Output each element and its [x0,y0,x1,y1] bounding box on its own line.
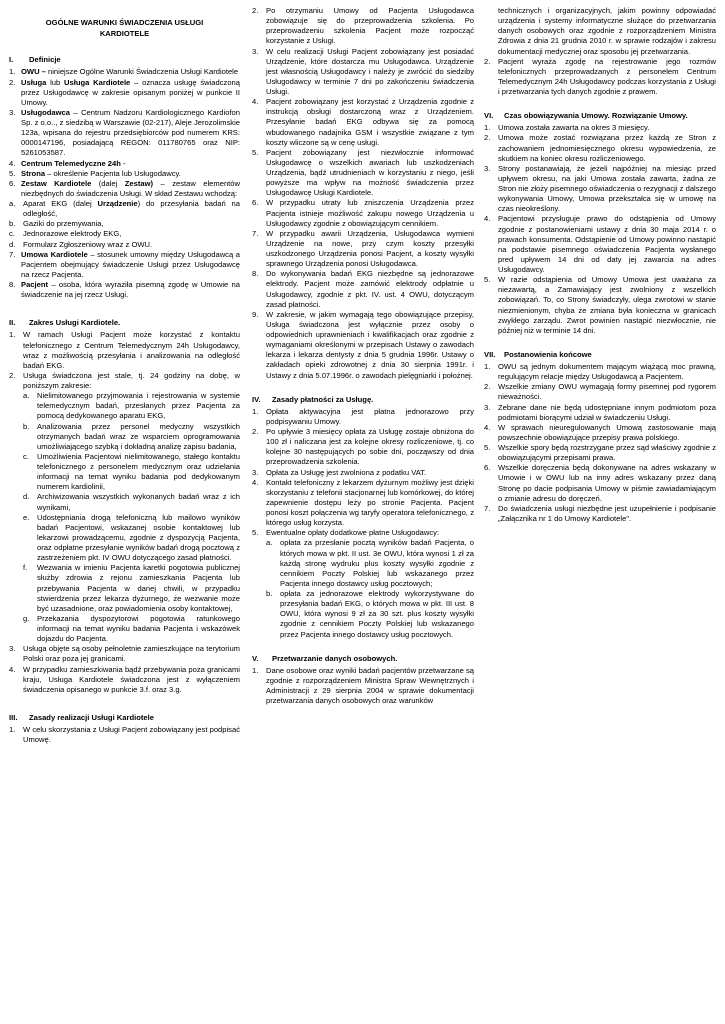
list-item: 3. Zebrane dane nie będą udostępniane innym podmiotom poza podmiotami biorącymi udział w świadczeniu Usługi. [484,402,716,422]
list-item: 2. Umowa może zostać rozwiązana przez każdą ze Stron z zachowaniem jednomiesięcznego okresu wypowiedzenia, ze skutkiem na koniec okresu rozliczeniowego. [484,133,716,163]
zestaw-list [9,199,240,250]
list-item: 1. OWU – niniejsze Ogólne Warunki Świadczenia Usługi Kardiotele [9,67,239,77]
list-item: 5. Pacjent zobowiązany jest niezwłocznie informować Usługodawcę o wszelkich awariach lub uszkodzeniach Urządzenia, bądź utrudnieniach w korzystaniu z niego, jeśli powyższe ma wpływ na możność świadczenia przez Usługodawcę Usługi Kardiotele. [252,147,474,198]
list-item: d. Formularz Zgłoszeniowy wraz z OWU. [9,239,153,249]
list-item: 8. Pacjent – osoba, która wyraziła pisemną zgodę w Umowie na świadczenie na jej rzecz Usługi. [9,280,240,300]
list-item: 3. Usługodawca – Centrum Nadzoru Kardiologicznego Kardiofon Sp. z o.o.., z siedzibą w Warszawie (02-217), Aleje Jerozolimskie 123a, wpisana do rejestru przedsiębiorców pod numerem KRS: 0000147196, posiadającą REGON: 011780765 oraz NIP: 5261053587. [9,107,240,158]
section-heading-definitions: I. Definicje [9,55,61,65]
list-item: a. Nielimitowanego przyjmowania i rejestrowania w systemie telemedycznym badań, przesłanych przez Pacjenta za pomocą dedykowanego aparatu EKG, [23,391,240,421]
realization-list [9,725,240,745]
list-item: 7. Do świadczenia usługi niezbędne jest uzupełnienie i podpisanie „Załącznika nr 1 do Umowy Kardiotele". [484,503,716,523]
list-item: 9. W zakresie, w jakim wymagają tego obowiązujące przepisy, Usługa świadczona jest wyłącznie przez osoby o odpowiednich uprawnieniach i kwalifikacjach oraz zgodnie z wymaganiami określonymi w przepisach Ustawy o zawodach lekarza i lekarza dentysty z dnia 5 grudnia 1996r. Ustawy o zakładach opieki zdrowotnej z dnia 30 sierpnia 1991r. i Ustawy z dnia 5.07.1996r. o zawodach pielęgniarki i położnej. [252,309,474,380]
list-item: 1. Dane osobowe oraz wyniki badań pacjentów przetwarzane są zgodnie z rozporządzeniem Ministra Spraw Wewnętrznych i Administracji z 29 sierpnia 2004 w sprawie dokumentacji przetwarzania danych osobowych oraz warunków [252,665,474,706]
document-title: OGÓLNE WARUNKI ŚWIADCZENIA USŁUGI KARDIOTELE [45,18,204,38]
list-item: 5. Ewentualne opłaty dodatkowe płatne Usługodawcy: a. opłata za przesłanie pocztą wyników badań Pacjenta, o których mowa w pkt. II ust. 3e OWU, która wynosi 1 zł za każdą stronę wydruku plus koszty wysyłki zgodnie z cennikiem Poczty Polskiej lub wskazanego przez Pacjenta innego dostawcy usług pocztowych; b. opłata za jednorazowe elektrody wykorzystywane do przesyłania badań EKG, o których mowa w pkt. III ust. 8 OWU, która wynosi 9 zł za 30 szt. plus koszty wysyłki zgodnie z cennikiem Poczty Polskiej lub wskazanego przez Pacjenta innego dostawcy usług pocztowych. [252,528,474,639]
list-item: 5. Strona – określenie Pacjenta lub Usługodawcy. [9,168,181,178]
column-2 [252,6,474,706]
list-item: 4. Centrum Telemedyczne 24h - [9,158,126,168]
list-item: b. Analizowania przez personel medyczny wszystkich otrzymanych badań wraz ze wsparciem oprogramowania umożliwiającego szybką i dokładną analizę zapisu badania, [23,421,240,451]
list-item: 5. W razie odstąpienia od Umowy Umowa jest uważana za niezawartą, a Zamawiający jest zwolniony z wszelkich zobowiązań. To, co Strony świadczyły, ulega zwrotowi w stanie niezmienionym, chyba że zmiana była konieczna w granicach zwykłego zarządu. Zwrot powinien nastąpić niezwłocznie, nie później niż w terminie 14 dni. [484,275,716,335]
column-3 [484,6,716,524]
list-item: 6. Wszelkie doręczenia będą dokonywane na adres wskazany w Umowie i w OWU lub na inny adres wskazany przez daną Stronę po dacie podpisania Umowy w piśmie zawiadamiającym o zmianie adresu do doręczeń. [484,463,716,503]
list-item: 7. W przypadku awarii Urządzenia, Usługodawca wymieni Urządzenie na nowe, przy czym koszty przesyłki uszkodzonego Urządzenia ponosi Pacjent, a koszty wysyłki sprawnego Urządzenia ponosi Usługodawca. [252,228,474,269]
list-item: 4. W sprawach nieuregulowanych Umową zastosowanie mają powszechnie obowiązujące przepisy prawa polskiego. [484,422,716,442]
list-item: 6. Zestaw Kardiotele (dalej Zestaw) – zestaw elementów niezbędnych do świadczenia Usługi. W skład Zestawu wchodzą: a. Aparat EKG (dalej Urządzenie) do przesyłania badań na odległość, b. Gaziki do przemywania, c. Jednorazowe elektrody EKG, d. Formularz Zgłoszeniowy wraz z OWU. [9,178,241,249]
list-item: 1. W celu skorzystania z Usługi Pacjent zobowiązany jest podpisać Umowę. [9,725,240,745]
list-item: a. Aparat EKG (dalej Urządzenie) do przesyłania badań na odległość, [9,199,241,219]
column-1 [9,6,240,745]
section-heading-data-processing: V. Przetwarzanie danych osobowych. [252,653,398,663]
list-item: 3. Strony postanawiają, że jeżeli najpóźniej na miesiąc przed upływem okresu, na jaki Umowa została zawarta, żadna ze Stron nie złoży pisemnego oświadczenia o rezygnacji z dalszego wykonywania Umowy, Umowa przekształca się w umowę na czas nieokreślony. [484,163,716,214]
list-item: 1. OWU są jednym dokumentem mającym wiążącą moc prawną, regulującym relacje między Usługodawcą a Pacjentem. [484,362,716,382]
list-item: 2. Po upływie 3 miesięcy opłata za Usługę zostaje obniżona do 100 zł i naliczana jest za kolejne okresy rozliczeniowe, tj. co kolejne 30 następujących po sobie dni, począwszy od dnia przeprowadzenia szkolenia. [252,427,474,467]
list-item: 2. Wszelkie zmiany OWU wymagają formy pisemnej pod rygorem nieważności. [484,382,716,402]
list-item: b. Gaziki do przemywania, [9,219,104,229]
list-item: 3. Usługa objęte są osoby pełnoletnie zamieszkujące na terytorium Polski oraz poza jej granicami. [9,644,240,664]
list-item: 2. Po otrzymaniu Umowy od Pacjenta Usługodawca zobowiązuje się do przeprowadzenia szkolenia. Po przeprowadzeniu szkolenia Pacjent może rozpocząć korzystanie z Usługi. [252,6,474,46]
section-heading-scope: II. Zakres Usługi Kardiotele. [9,318,121,328]
list-item: 1. Opłata aktywacyjna jest płatna jednorazowo przy podpisywaniu Umowy. [252,406,474,426]
list-item: 2. Usługa lub Usługa Kardiotele – oznacza usługę świadczoną przez Usługodawcę w zakresie opisanym poniżej w punkcie II Umowy. [9,77,241,107]
list-item: 2. Usługa świadczona jest stale, tj. 24 godziny na dobę, w poniższym zakresie: a. Nielimitowanego przyjmowania i rejestrowania w systemie telemedycznym badań, przesłanych przez Pacjenta za pomocą dedykowanego aparatu EKG, b. Analizowania przez personel medyczny wszystkich otrzymanych badań wraz ze wsparciem oprogramowania umożliwiającego szybką i dokładną analizę zapisu badania, c. Umożliwienia Pacjentowi nielimitowanego, stałego kontaktu telefonicznego z personelem medycznym oraz udzielania informacji na temat wyniku badania pod dedykowanym numerem kardiolinii, d. Archiwizowania wszystkich wykonanych badań wraz z ich wynikami, e. Udostępniania drogą telefoniczną lub mailowo wyników badań Pacjentowi, wskazanej osobie kontaktowej lub lekarzowi prowadzącemu, zgodnie z dyspozycją Pacjenta, oraz odpłatne przesyłanie wyników badań drogą pocztową z zastrzeżeniem pkt. IV OWU dotyczącego zasad płatności. f. Wezwania w imieniu Pacjenta karetki pogotowia publicznej służby zdrowia z rejonu zamieszkania Pacjenta lub przebywania Pacjenta w danej chwili, w przypadku stwierdzenia przez lekarza dyżurnego, że wezwanie może być uzasadnione, oraz powiadomienia osoby kontaktowej, g. Przekazania dyspozytorowi pogotowia ratunkowego informacji na temat wyniku badania Pacjenta i wskazówek dojazdu do Pacjenta. [9,370,240,644]
duration-list [484,123,716,336]
list-item: a. opłata za przesłanie pocztą wyników badań Pacjenta, o których mowa w pkt. II ust. 3e OWU, która wynosi 1 zł za każdą stronę wydruku plus koszty wysyłki zgodnie z cennikiem Poczty Polskiej lub wskazanego przez Pacjenta innego dostawcy usług pocztowych; [266,538,474,588]
list-item: b. opłata za jednorazowe elektrody wykorzystywane do przesyłania badań EKG, o których mowa w pkt. III ust. 8 OWU, która wynosi 9 zł za 30 szt. plus koszty wysyłki zgodnie z cennikiem Poczty Polskiej lub wskazanego przez Pacjenta innego dostawcy usług pocztowych. [266,589,474,639]
list-item: c. Jednorazowe elektrody EKG, [9,229,122,239]
data-processing-list-continued [484,57,716,98]
list-item: 4. Pacjent zobowiązany jest korzystać z Urządzenia zgodnie z instrukcją obsługi dostarczoną wraz z Urządzeniem. Przesyłanie badań EKG odbywa się za pomocą wbudowanego nadajnika GSM i wszystkie związane z tym koszty wliczone są w cenę usługi. [252,97,474,147]
list-item: 3. W celu realizacji Usługi Pacjent zobowiązany jest posiadać Urządzenie, które dostarcza mu Usługodawca. Urządzenie jest własnością Usługodawcy i należy je zwrócić do siedziby Usługodawcy w terminie 7 dni po zakończeniu świadczenia Usługi. [252,46,474,96]
list-item: 4. W przypadku zamieszkiwania bądź przebywania poza granicami kraju, Usługa Kardiotele świadczona jest z wyłączeniem świadczenia opisanego w punkcie 3.f. oraz 3.g. [9,664,240,694]
list-item: 4. Kontakt telefoniczny z lekarzem dyżurnym możliwy jest dzięki skorzystaniu z telefonii stacjonarnej lub komórkowej, do której zapewnienie dostępu leży po stronie Pacjenta. Pacjent ponosi koszt połączenia wg taryfy operatora telefonicznego, z którego usług korzysta. [252,477,474,528]
scope-list [9,330,240,695]
list-item: 6. W przypadku utraty lub zniszczenia Urządzenia przez Pacjenta istnieje możliwość zakupu nowego Urządzenia u Usługodawcy zgodnie z obowiązującym cennikiem. [252,198,474,228]
final-provisions-list [484,362,716,524]
list-item: 2. Pacjent wyraża zgodę na rejestrowanie jego rozmów telefonicznych przeprowadzanych z personelem Centrum Telemedycznym 24h Usługodawcy podczas korzystania z Usługi i przetwarzania tych danych zgodnie z prawem. [484,56,716,96]
definitions-list [9,67,240,300]
list-item: 3. Opłata za Usługę jest zwolniona z podatku VAT. [252,467,427,477]
list-item: 8. Do wykonywania badań EKG niezbędne są jednorazowe elektrody. Pacjent może zamówić elektrody odpłatnie u Usługodawcy, zgodnie z pkt. IV. ust. 4 OWU, dotyczącym zasad płatności. [252,269,474,309]
list-item: 5. Wszelkie spory będą rozstrzygane przez sąd właściwy zgodnie z obowiązującymi przepisami prawa. [484,443,716,463]
list-item: d. Archiwizowania wszystkich wykonanych badań wraz z ich wynikami, [23,492,240,512]
section-heading-final-provisions: VII. Postanowienia końcowe [484,349,592,359]
list-item: 1. W ramach Usługi Pacjent może korzystać z kontaktu telefonicznego z Centrum Telemedycznym 24h Usługodawcy, wraz z możliwością przesyłania i analizowania na odległość badań EKG. [9,330,240,370]
section-heading-realization: III. Zasady realizacji Usługi Kardiotele [9,712,154,722]
section-heading-duration: VI. Czas obowiązywania Umowy. Rozwiązanie Umowy. [484,111,688,121]
data-processing-list [252,666,474,707]
list-item: 1. Umowa została zawarta na okres 3 miesięcy. [484,123,650,133]
list-item: e. Udostępniania drogą telefoniczną lub mailowo wyników badań Pacjentowi, wskazanej osobie kontaktowej lub lekarzowi prowadzącemu, zgodnie z dyspozycją Pacjenta, oraz odpłatne przesyłanie wyników badań drogą pocztową z zastrzeżeniem pkt. IV OWU dotyczącego zasad płatności. [23,512,240,563]
list-item: c. Umożliwienia Pacjentowi nielimitowanego, stałego kontaktu telefonicznego z personelem medycznym oraz udzielania informacji na temat wyniku badania pod dedykowanym numerem kardiolinii, [23,451,240,492]
payments-list [252,407,474,640]
list-item: f. Wezwania w imieniu Pacjenta karetki pogotowia publicznej służby zdrowia z rejonu zamieszkania Pacjenta lub przebywania Pacjenta w danej chwili, w przypadku stwierdzenia przez lekarza dyżurnego, że wezwanie może być uzasadnione, oraz powiadomienia osoby kontaktowej, [23,563,240,613]
data-processing-continued: technicznych i organizacyjnych, jakim powinny odpowiadać urządzenia i systemy informatyczne służące do przetwarzania danych osobowych oraz zgodnie z rozporządzeniem Ministra Zdrowia z dnia 21 grudnia 2010 r. w sprawie rodzajów i zakresu dokumentacji medycznej oraz sposobu jej przetwarzania. [498,6,716,56]
list-item: 4. Pacjentowi przysługuje prawo do odstąpienia od Umowy zgodnie z postanowieniami ustawy z dnia 30 maja 2014 r. o prawach konsumenta. Odstąpienie od Umowy powinno nastąpić na podstawie pisemnego oświadczenia Pacjenta wysłanego pred upływem 14 dni od daty jej zawarcia na adres Usługodawcy. [484,214,716,274]
section-heading-payments: IV. Zasady płatności za Usługę. [252,394,374,404]
fees-sublist [266,538,474,639]
realization-list-continued [252,6,474,381]
list-item: g. Przekazania dyspozytorowi pogotowia ratunkowego informacji na temat wyniku badania Pacjenta i wskazówek dojazdu do Pacjenta. [23,613,240,644]
scope-sublist [23,391,240,644]
list-item: 7. Umowa Kardiotele – stosunek umowny między Usługodawcą a Pacjentem obejmujący świadczenie Usługi przez Usługodawcę na rzecz Pacjenta. [9,249,241,279]
